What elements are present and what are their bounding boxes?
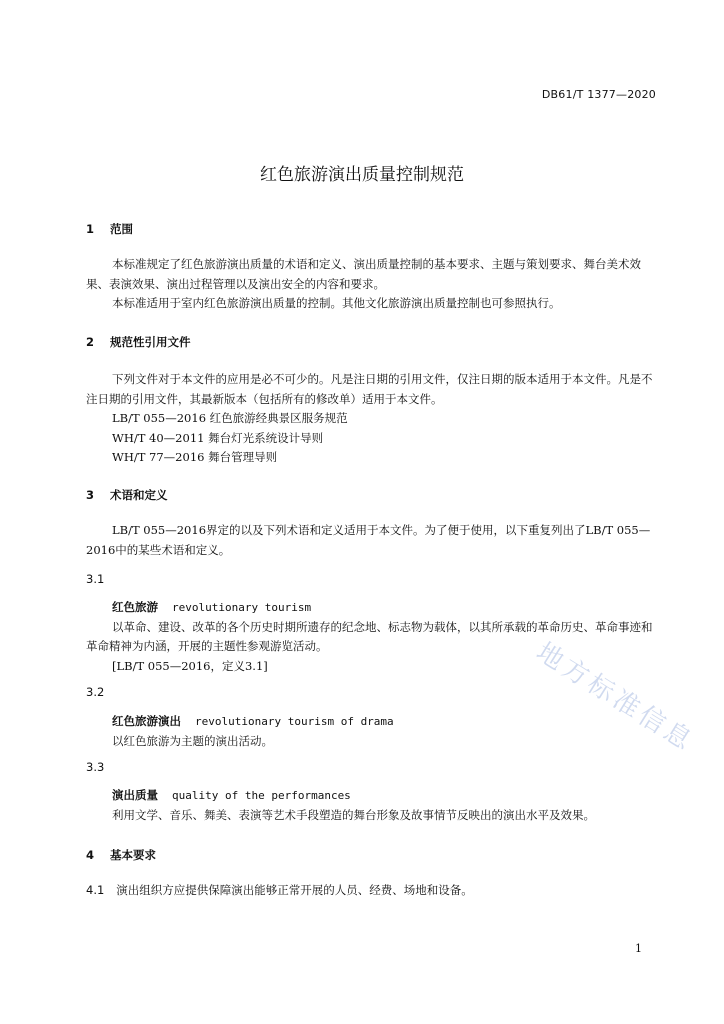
section-number: 2	[86, 335, 95, 349]
term-english: revolutionary tourism	[172, 601, 312, 614]
clause-number: 3.3	[86, 760, 105, 774]
clause-number: 4.1	[86, 883, 105, 897]
scope-paragraph-2: 本标准适用于室内红色旅游演出质量的控制。其他文化旅游演出质量控制也可参照执行。	[112, 296, 561, 310]
term-definition: 利用文学、音乐、舞美、表演等艺术手段塑造的舞台形象及故事情节反映出的演出水平及效果。	[112, 807, 595, 822]
section-3-heading	[86, 487, 168, 503]
reference-item: WH/T 77—2016 舞台管理导则	[112, 450, 278, 464]
scope-paragraph-1: 本标准规定了红色旅游演出质量的术语和定义、演出质量控制的基本要求、主题与策划要求、舞台美术效果、表演效果、演出过程管理以及演出安全的内容和要求。	[86, 257, 641, 291]
section-number: 1	[86, 222, 95, 236]
section-title: 规范性引用文件	[110, 335, 191, 349]
term-source-note: [LB/T 055—2016，定义3.1]	[112, 658, 268, 673]
section-title: 术语和定义	[110, 488, 168, 502]
clause-text: 演出组织方应提供保障演出能够正常开展的人员、经费、场地和设备。	[116, 883, 473, 897]
clause-number: 3.2	[86, 685, 105, 699]
section-4-heading	[86, 847, 156, 863]
section-title: 范围	[110, 222, 134, 236]
term-chinese: 演出质量	[112, 788, 158, 802]
watermark: 地方标准信息	[530, 637, 700, 758]
scope-text	[86, 255, 658, 314]
clause-number: 3.1	[86, 572, 105, 586]
normative-intro: 下列文件对于本文件的应用是必不可少的。凡是注日期的引用文件，仅注日期的版本适用于本文件。凡是不注日期的引用文件，其最新版本（包括所有的修改单）适用于本文件。	[86, 372, 653, 406]
terms-intro: LB/T 055—2016界定的以及下列术语和定义适用于本文件。为了便于使用，以下重复列出了LB/T 055—2016中的某些术语和定义。	[86, 523, 651, 557]
document-title: 红色旅游演出质量控制规范	[260, 165, 464, 185]
term-3-2	[86, 712, 658, 751]
reference-item: LB/T 055—2016 红色旅游经典景区服务规范	[112, 411, 348, 425]
clause-4-1	[86, 882, 658, 898]
term-definition: 以红色旅游为主题的演出活动。	[112, 733, 273, 748]
term-heading	[86, 712, 658, 732]
page-number: 1	[635, 942, 642, 955]
section-title: 基本要求	[110, 848, 157, 862]
term-chinese: 红色旅游演出	[112, 714, 181, 728]
term-3-3	[86, 786, 658, 825]
term-definition: 以革命、建设、改革的各个历史时期所遗存的纪念地、标志物为载体，以其所承载的革命历史、革命事迹和革命精神为内涵，开展的主题性参观游览活动。	[86, 619, 653, 653]
term-heading	[86, 598, 658, 618]
reference-item: WH/T 40—2011 舞台灯光系统设计导则	[112, 430, 324, 445]
terms-intro-text	[86, 521, 658, 560]
term-chinese: 红色旅游	[112, 600, 158, 614]
term-heading	[86, 786, 658, 806]
standard-code: DB61/T 1377—2020	[541, 88, 656, 101]
section-number: 4	[86, 848, 95, 862]
section-2-heading	[86, 334, 191, 350]
normative-text	[86, 370, 658, 468]
section-1-heading	[86, 221, 133, 237]
term-english: quality of the performances	[172, 789, 351, 802]
section-number: 3	[86, 488, 95, 502]
term-english: revolutionary tourism of drama	[195, 715, 394, 728]
